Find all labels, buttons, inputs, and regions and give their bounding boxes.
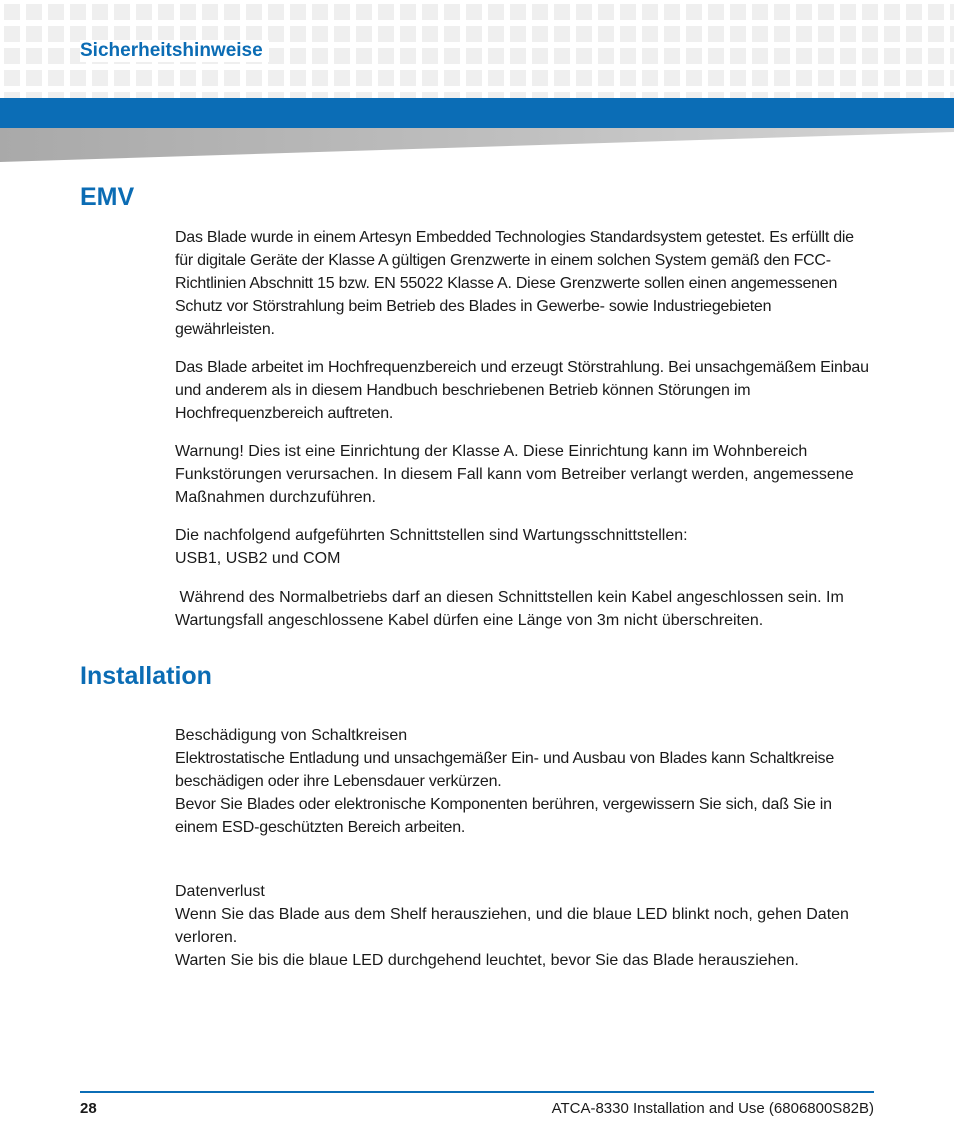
running-header-title: Sicherheitshinweise (80, 40, 269, 62)
emv-paragraph-3: Warnung! Dies ist eine Einrichtung der Klasse A. Diese Einrichtung kann im Wohnbereich Funkstörungen verursachen. In diesem Fall kann vom Betreiber verlangt werden, angemessene Maßnahmen durchzuführen. (175, 443, 854, 506)
notice-text-esd-2: Bevor Sie Blades oder elektronische Komponenten berühren, vergewissern Sie sich, daß Sie in einem ESD-geschützten Bereich arbeiten. (175, 796, 832, 836)
emv-interface-list: USB1, USB2 und COM (175, 550, 341, 567)
header-blue-band (0, 98, 954, 128)
emv-paragraph-4: Die nachfolgend aufgeführten Schnittstellen sind Wartungsschnittstellen: (175, 527, 688, 544)
emv-paragraph-2: Das Blade arbeitet im Hochfrequenzbereich und erzeugt Störstrahlung. Bei unsachgemäßem Einbau und anderem als in diesem Handbuch beschriebenen Betrieb können Störungen im Hochfrequenzbereich auftreten. (175, 359, 869, 422)
section-heading-emv: EMV (80, 183, 135, 211)
notice-text-dataloss-2: Warten Sie bis die blaue LED durchgehend leuchtet, bevor Sie das Blade herausziehen. (175, 952, 799, 969)
emv-paragraph-5: Während des Normalbetriebs darf an diesen Schnittstellen kein Kabel angeschlossen sein. Im Wartungsfall angeschlossene Kabel dürfen eine Länge von 3m nicht überschreiten. (175, 589, 849, 629)
footer-document-title: ATCA-8330 Installation and Use (6806800S82B) (551, 1100, 874, 1117)
emv-content (175, 226, 875, 632)
page-number: 28 (80, 1100, 97, 1117)
emv-paragraph-1: Das Blade wurde in einem Artesyn Embedded Technologies Standardsystem getestet. Es erfüllt die für digitale Geräte der Klasse A gültigen Grenzwerte in einem solchen System gemäß den FCC-Richtlinien Abschnitt 15 bzw. EN 55022 Klasse A. Diese Grenzwerte sollen einen angemessenen Schutz vor Störstrahlung beim Betrieb des Blades in Gewerbe- sowie Industriegebieten gewährleisten. (175, 229, 854, 338)
notice-text-dataloss-1: Wenn Sie das Blade aus dem Shelf herausziehen, und die blaue LED blinkt noch, gehen Daten verloren. (175, 906, 849, 946)
section-heading-installation: Installation (80, 662, 212, 690)
notice-text-esd-1: Elektrostatische Entladung und unsachgemäßer Ein- und Ausbau von Blades kann Schaltkreise beschädigen oder ihre Lebensdauer verkürzen. (175, 750, 835, 790)
footer-rule (80, 1091, 874, 1093)
notice-title-esd: Beschädigung von Schaltkreisen (175, 727, 408, 744)
installation-notice-esd (175, 724, 875, 839)
installation-notice-dataloss (175, 880, 875, 972)
notice-title-dataloss: Datenverlust (175, 883, 265, 900)
header-gray-wedge (0, 128, 954, 164)
